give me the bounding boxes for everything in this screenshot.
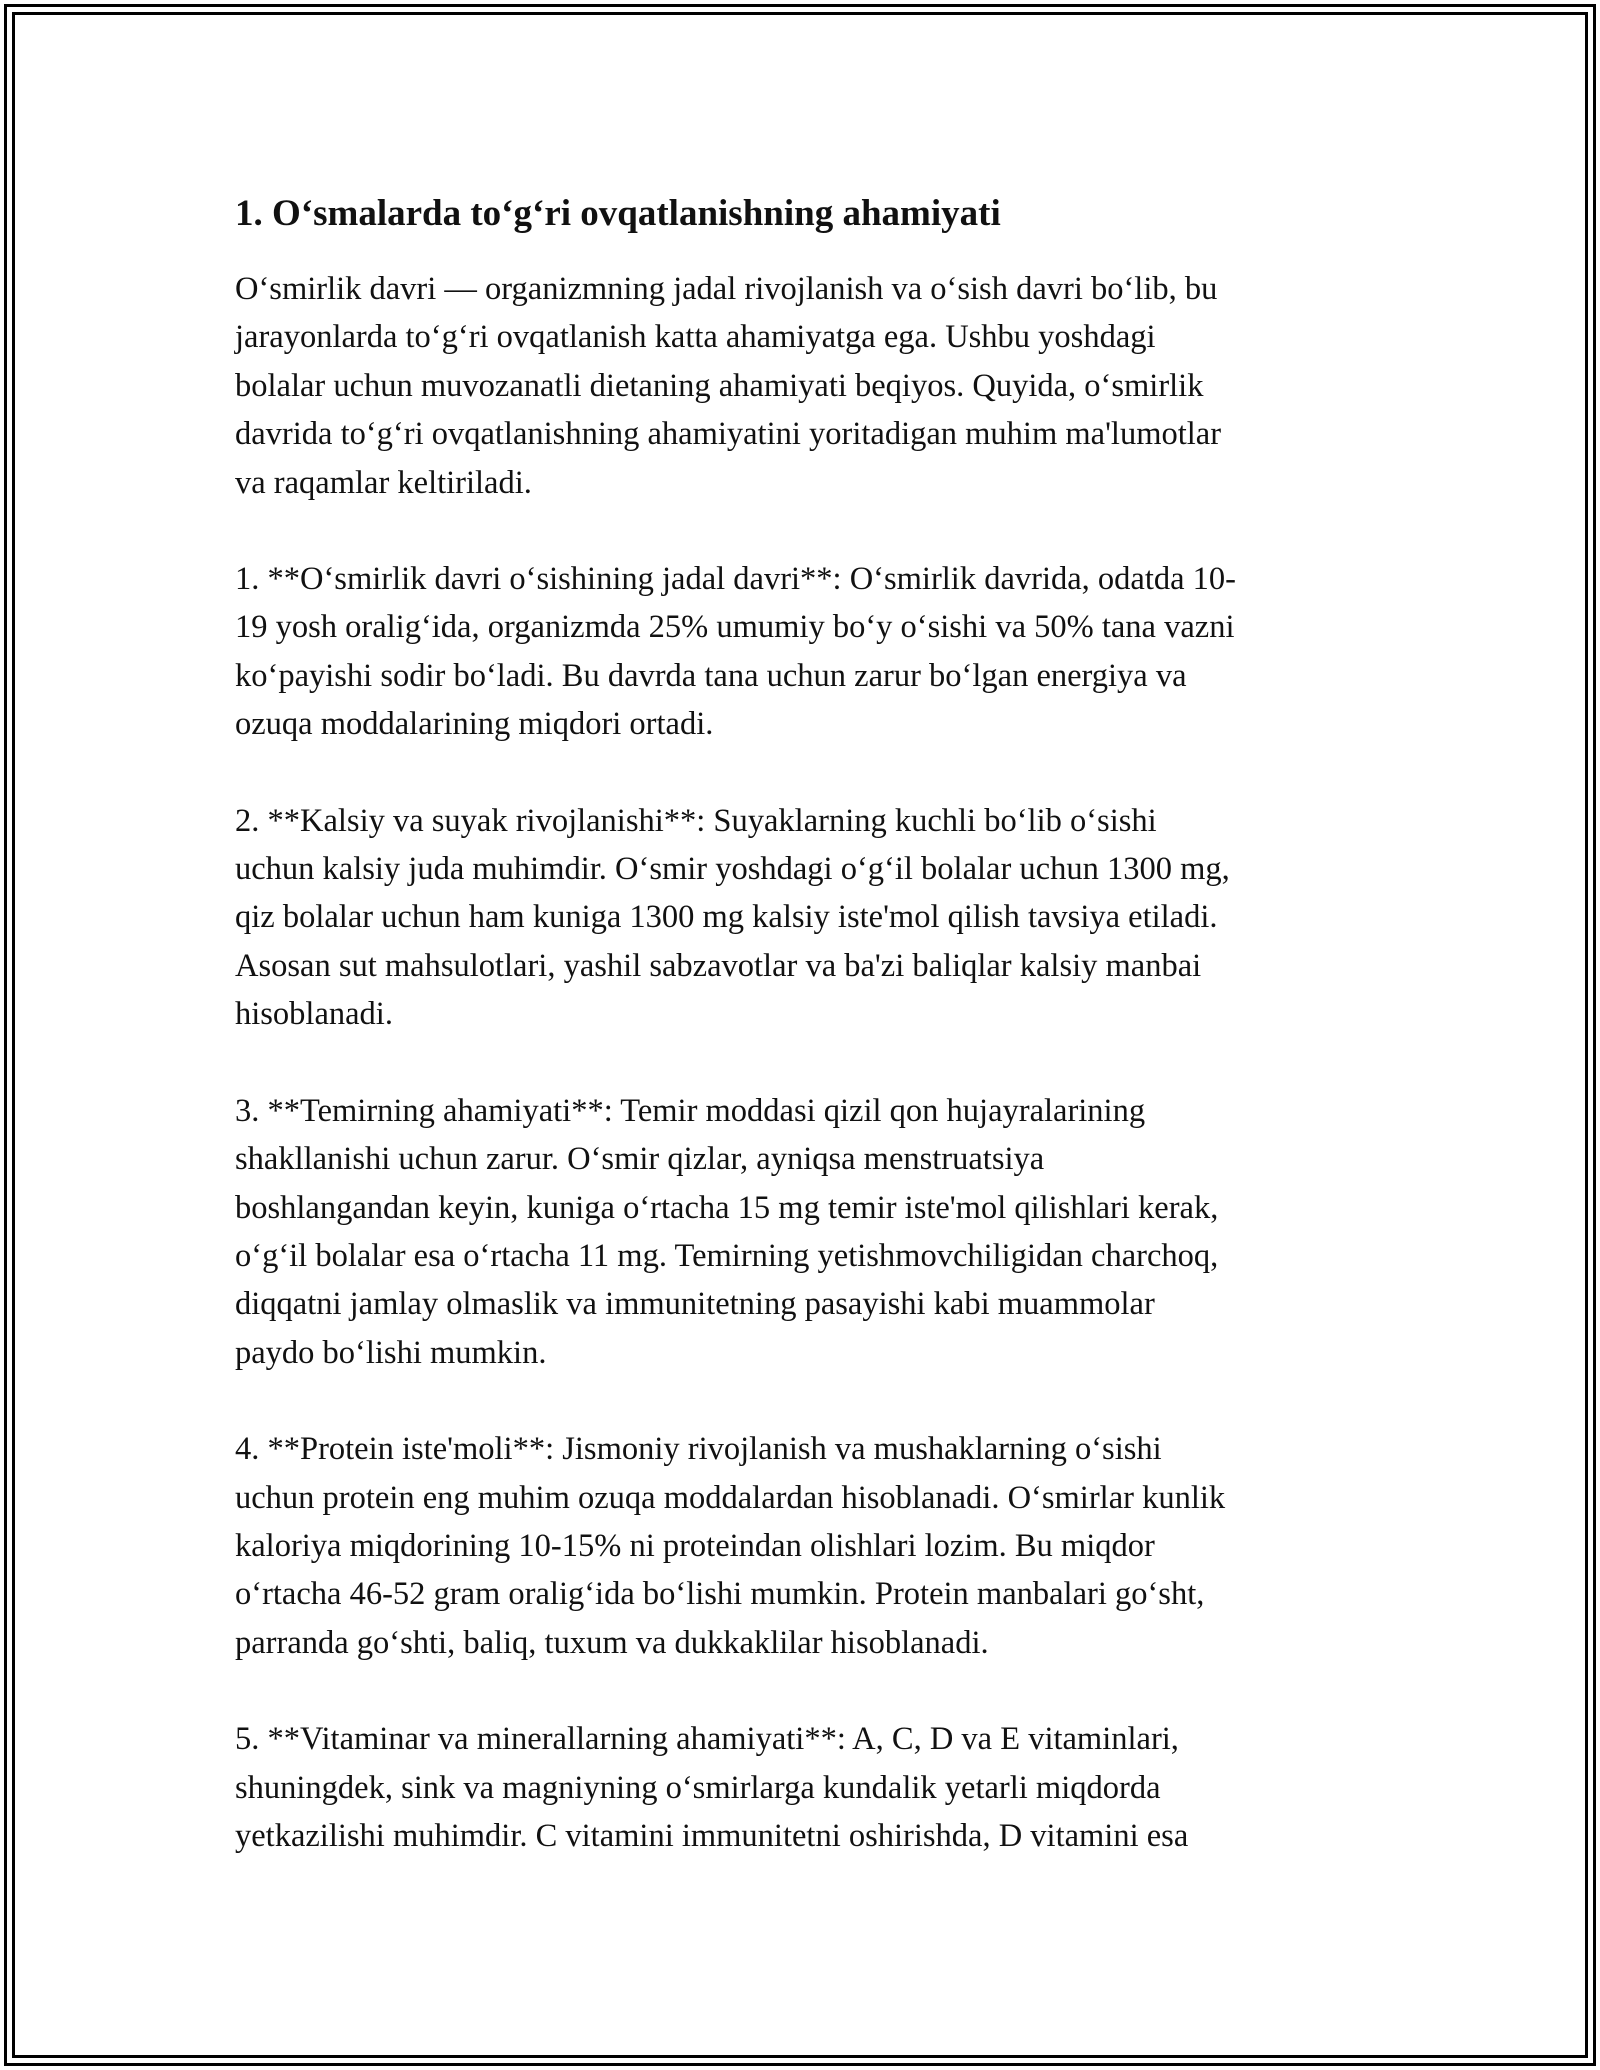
- paragraph-calcium: 2. **Kalsiy va suyak rivojlanishi**: Suyaklarning kuchli bo‘lib o‘sishi uchun kalsiy juda muhimdir. O‘smir yoshdagi o‘g‘il bolalar uchun 1300 mg, qiz bolalar uchun ham kuniga 1300 mg kalsiy iste'mol qilish tavsiya etiladi. Asosan sut mahsulotlari, yashil sabzavotlar va ba'zi baliqlar kalsiy manbai hisoblanadi.: [235, 802, 1230, 1033]
- paragraph-protein: 4. **Protein iste'moli**: Jismoniy rivojlanish va mushaklarning o‘sishi uchun protein eng muhim ozuqa moddalardan hisoblanadi. O‘smirlar kunlik kaloriya miqdorining 10-15% ni proteindan olishlari lozim. Bu miqdor o‘rtacha 46-52 gram oralig‘ida bo‘lishi mumkin. Protein manbalari go‘sht, parranda go‘shti, baliq, tuxum va dukkaklilar hisoblanadi.: [235, 1431, 1226, 1661]
- paragraph-iron: 3. **Temirning ahamiyati**: Temir moddasi qizil qon hujayralarining shakllanishi uchun zarur. O‘smir qizlar, ayniqsa menstruatsiya boshlangandan keyin, kuniga o‘rtacha 15 mg temir iste'mol qilishlari kerak, o‘g‘il bolalar esa o‘rtacha 11 mg. Temirning yetishmovchiligidan charchoq, diqqatni jamlay olmaslik va immunitetning pasayishi kabi muammolar paydo bo‘lishi mumkin.: [235, 1092, 1219, 1371]
- document-body: [235, 190, 1375, 1908]
- paragraph-growth-period: 1. **O‘smirlik davri o‘sishining jadal davri**: O‘smirlik davrida, odatda 10- 19 yosh oralig‘ida, organizmda 25% umumiy bo‘y o‘sishi va 50% tana vazni ko‘payishi sodir bo‘ladi. Bu davrda tana uchun zarur bo‘lgan energiya va ozuqa moddalarining miqdori ortadi.: [235, 561, 1236, 743]
- paragraph-vitamins: 5. **Vitaminar va minerallarning ahamiyati**: A, C, D va E vitaminlari, shuningdek, sink va magniyning o‘smirlarga kundalik yetarli miqdorda yetkazilishi muhimdir. C vitamini immunitetni oshirishda, D vitamini esa: [235, 1721, 1189, 1854]
- document-title: 1. O‘smalarda to‘g‘ri ovqatlanishning ahamiyati: [235, 193, 1001, 234]
- intro-paragraph: O‘smirlik davri — organizmning jadal rivojlanish va o‘sish davri bo‘lib, bu jarayonlarda to‘g‘ri ovqatlanish katta ahamiyatga ega. Ushbu yoshdagi bolalar uchun muvozanatli dietaning ahamiyati beqiyos. Quyida, o‘smirlik davrida to‘g‘ri ovqatlanishning ahamiyatini yoritadigan muhim ma'lumotlar va raqamlar keltiriladi.: [235, 271, 1222, 501]
